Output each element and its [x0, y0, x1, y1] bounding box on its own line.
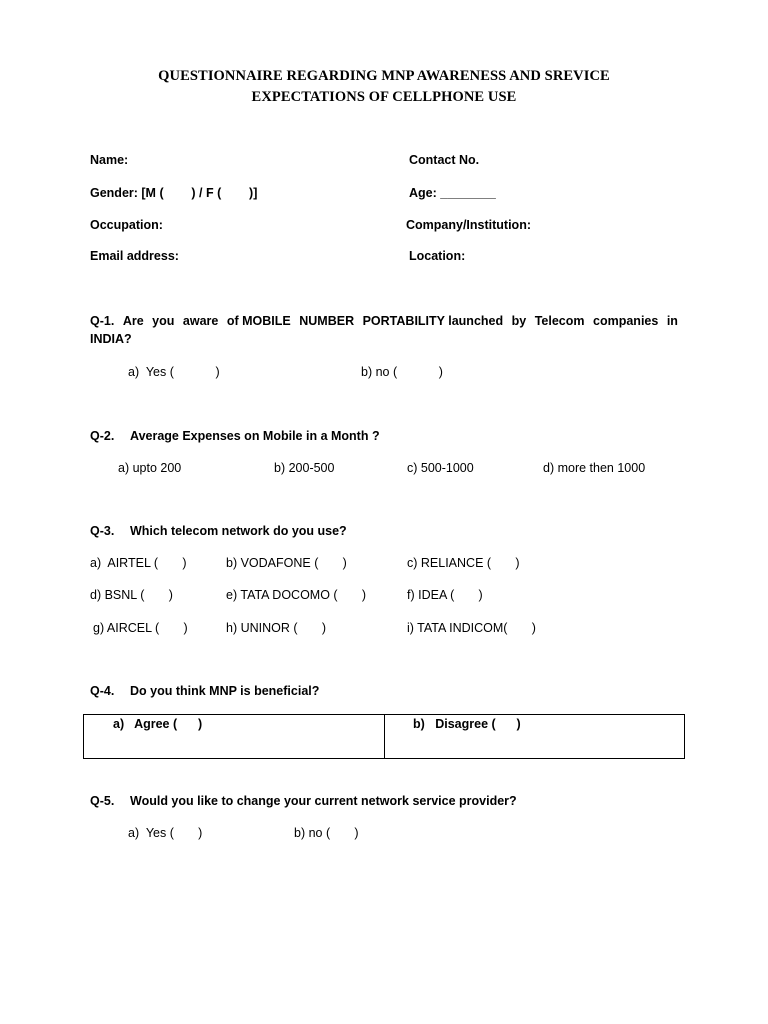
- email-label: Email address:: [90, 249, 179, 263]
- q1-word: NUMBER: [299, 314, 355, 328]
- q3-option-reliance[interactable]: c) RELIANCE ( ): [407, 556, 520, 570]
- age-label: Age: ________: [409, 186, 496, 200]
- q1-word: aware: [182, 314, 219, 328]
- q3-option-uninor[interactable]: h) UNINOR ( ): [226, 621, 326, 635]
- q3-option-airtel[interactable]: a) AIRTEL ( ): [90, 556, 187, 570]
- q3-option-tata-indicom[interactable]: i) TATA INDICOM( ): [407, 621, 536, 635]
- q1-word: companies: [593, 314, 659, 328]
- q1-line-2: INDIA?: [90, 332, 132, 346]
- q1-option-no[interactable]: b) no ( ): [361, 365, 443, 379]
- q1-word: in: [666, 314, 678, 328]
- q5-number: Q-5.: [90, 794, 115, 808]
- q2-option-c[interactable]: c) 500-1000: [407, 461, 474, 475]
- q1-line-1: [90, 312, 678, 330]
- q1-question: [90, 312, 678, 348]
- q2-number: Q-2.: [90, 429, 115, 443]
- q5-option-yes[interactable]: a) Yes ( ): [128, 826, 203, 840]
- q4-number: Q-4.: [90, 684, 115, 698]
- gender-label: Gender: [M ( ) / F ( )]: [90, 186, 258, 200]
- q3-option-idea[interactable]: f) IDEA ( ): [407, 588, 483, 602]
- q2-option-b[interactable]: b) 200-500: [274, 461, 335, 475]
- q3-option-bsnl[interactable]: d) BSNL ( ): [90, 588, 173, 602]
- q4-question: Do you think MNP is beneficial?: [130, 684, 320, 698]
- q1-word: PORTABILITY launched: [362, 314, 504, 328]
- location-label: Location:: [409, 249, 466, 263]
- q3-option-vodafone[interactable]: b) VODAFONE ( ): [226, 556, 347, 570]
- title-line-1: QUESTIONNAIRE REGARDING MNP AWARENESS AND SREVICE: [158, 68, 610, 84]
- q1-option-yes[interactable]: a) Yes ( ): [128, 365, 220, 379]
- q1-word: Telecom: [534, 314, 585, 328]
- q1-number: Q-1.: [90, 314, 115, 328]
- occupation-label: Occupation:: [90, 218, 163, 232]
- name-label: Name:: [90, 153, 129, 167]
- contact-label: Contact No.: [409, 153, 480, 167]
- q4-option-disagree[interactable]: b) Disagree ( ): [413, 717, 521, 731]
- q3-question: Which telecom network do you use?: [130, 524, 347, 538]
- q3-number: Q-3.: [90, 524, 115, 538]
- title-line-2: EXPECTATIONS OF CELLPHONE USE: [251, 89, 517, 105]
- q5-question: Would you like to change your current network service provider?: [130, 794, 517, 808]
- q4-table-divider: [384, 715, 385, 758]
- q2-option-a[interactable]: a) upto 200: [118, 461, 182, 475]
- q2-option-d[interactable]: d) more then 1000: [543, 461, 646, 475]
- q3-option-aircel[interactable]: g) AIRCEL ( ): [93, 621, 188, 635]
- q1-word: Are: [122, 314, 144, 328]
- q2-question: Average Expenses on Mobile in a Month ?: [130, 429, 380, 443]
- q1-word: by: [511, 314, 527, 328]
- company-label: Company/Institution:: [406, 218, 531, 232]
- q3-option-tata-docomo[interactable]: e) TATA DOCOMO ( ): [226, 588, 367, 602]
- q1-word: of MOBILE: [226, 314, 291, 328]
- q4-option-agree[interactable]: a) Agree ( ): [113, 717, 203, 731]
- q5-option-no[interactable]: b) no ( ): [294, 826, 359, 840]
- q1-word: you: [152, 314, 175, 328]
